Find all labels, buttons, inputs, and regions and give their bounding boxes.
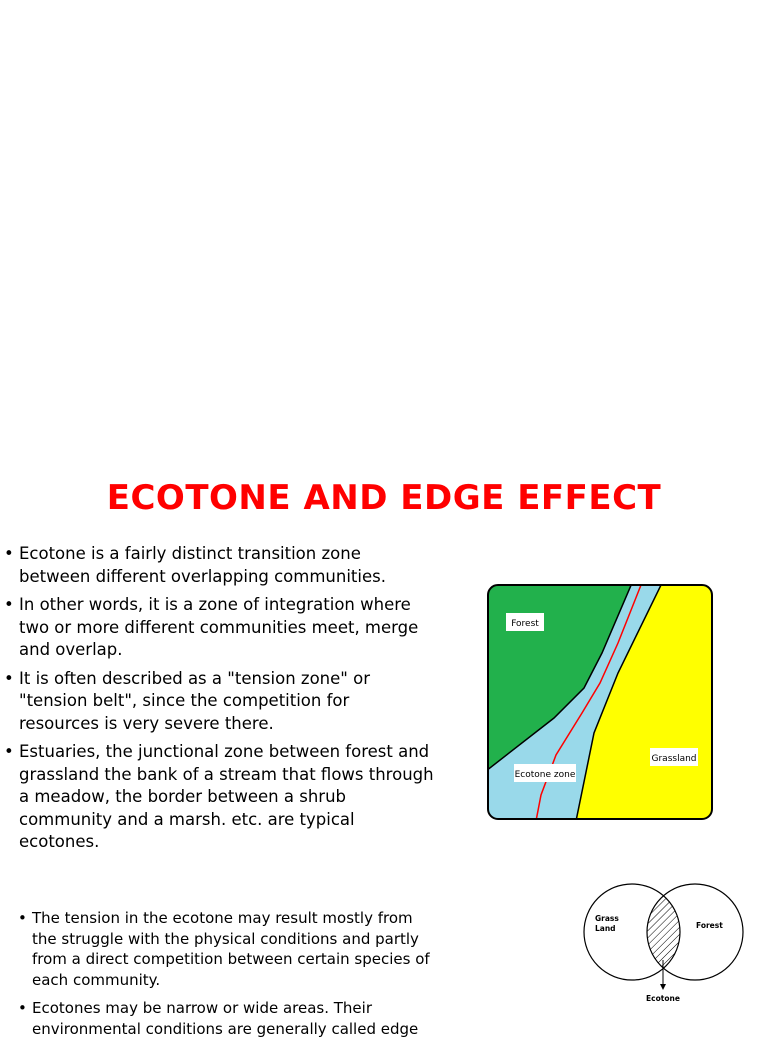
grassland-label: Grassland [651,754,697,764]
grass-label-line2: Land [595,924,616,933]
bullet-item: • Estuaries, the junctional zone between forest and grassland the bank of a stream that flows through a meadow, the border between a shrub community and a marsh. etc. are typical ecotones. [4,741,434,854]
secondary-bullet-list [18,908,433,1047]
bullet-item: • In other words, it is a zone of integration where two or more different communities meet, merge and overlap. [4,594,434,662]
bullet-item: • The tension in the ecotone may result mostly from the struggle with the physical conditions and partly from a direct competition between certain species of each community. [18,908,433,990]
main-bullet-list [4,543,434,860]
arrow-down-icon [660,984,666,990]
grass-label-line1: Grass [595,914,619,923]
ecotone-zone-diagram [486,583,714,821]
forest-label: Forest [696,921,723,930]
bullet-item: • It is often described as a "tension zone" or "tension belt", since the competition for resources is very severe there. [4,668,434,736]
bullet-item: • Ecotones may be narrow or wide areas. Their environmental conditions are generally called edge [18,998,433,1039]
ecotone-venn-diagram [578,880,748,1010]
forest-label: Forest [511,619,539,629]
ecotone-zone-label: Ecotone zone [514,770,576,780]
slide-title: ECOTONE AND EDGE EFFECT [106,478,662,518]
ecotone-label: Ecotone [646,994,680,1003]
bullet-item: • Ecotone is a fairly distinct transition zone between different overlapping communities. [4,543,434,588]
